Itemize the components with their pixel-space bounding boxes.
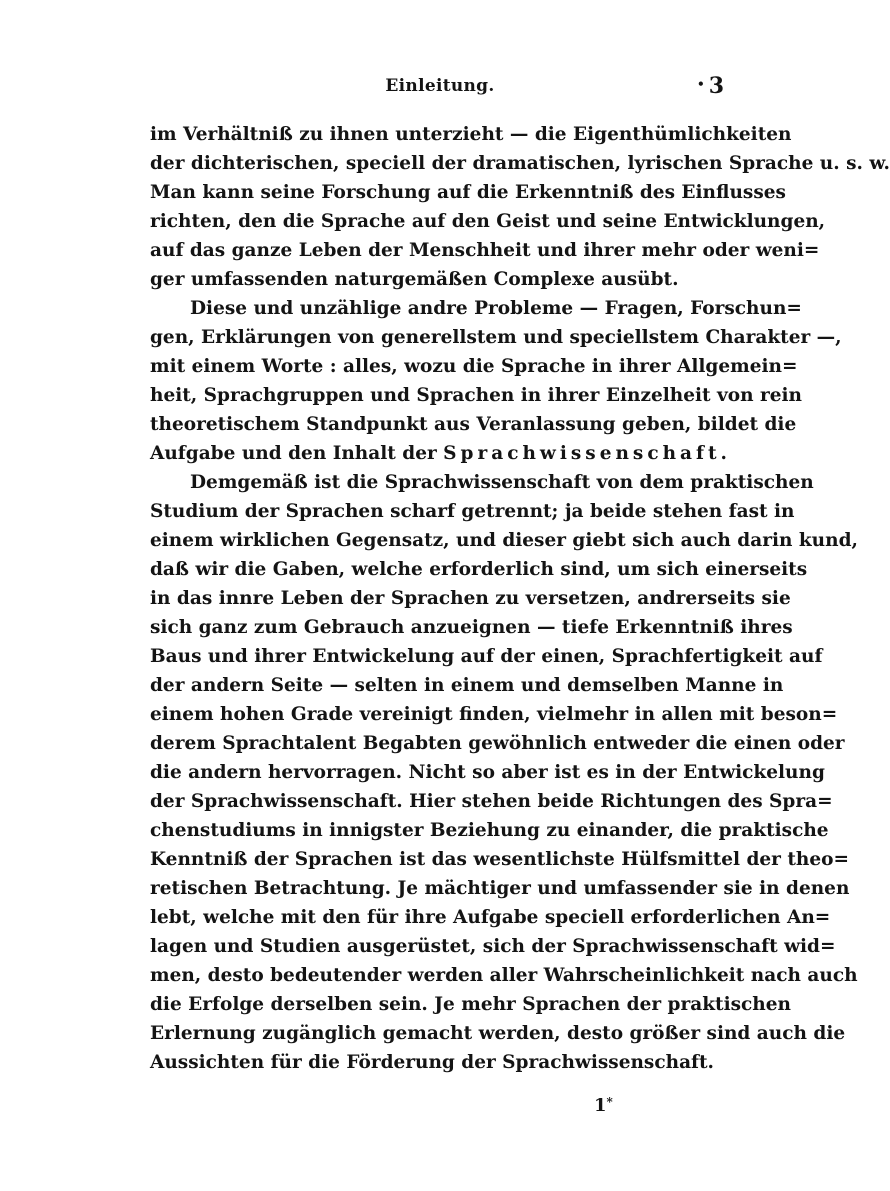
- text-line: Diese und unzählige andre Probleme — Fragen, Forschun=: [190, 298, 802, 319]
- page-mark: •: [697, 77, 705, 91]
- text-line: Erlernung zugänglich gemacht werden, desto größer sind auch die: [150, 1023, 846, 1044]
- page-number: [697, 73, 724, 99]
- text-line: der andern Seite — selten in einem und demselben Manne in: [150, 675, 784, 696]
- text-line: theoretischem Standpunkt aus Veranlassung geben, bildet die: [150, 414, 797, 435]
- text-line: lagen und Studien ausgerüstet, sich der Sprachwissenschaft wid=: [150, 936, 836, 957]
- text-line: mit einem Worte : alles, wozu die Sprache in ihrer Allgemein=: [150, 356, 798, 377]
- text-line: heit, Sprachgruppen und Sprachen in ihrer Einzelheit von rein: [150, 385, 802, 406]
- text-line: ger umfassenden naturgemäßen Complexe ausübt.: [150, 269, 679, 290]
- text-line: in das innre Leben der Sprachen zu versetzen, andrerseits sie: [150, 588, 791, 609]
- spaced-term: Sprachwissenschaft.: [443, 443, 731, 464]
- text-line: sich ganz zum Gebrauch anzueignen — tiefe Erkenntniß ihres: [150, 617, 793, 638]
- text-line: daß wir die Gaben, welche erforderlich sind, um sich einerseits: [150, 559, 808, 580]
- signature-number: 1: [594, 1095, 607, 1116]
- text-line: richten, den die Sprache auf den Geist und seine Entwicklungen,: [150, 211, 826, 232]
- text-line-start: Aufgabe und den Inhalt der: [150, 443, 437, 464]
- text-line: einem wirklichen Gegensatz, und dieser giebt sich auch darin kund,: [150, 530, 858, 551]
- text-line: Studium der Sprachen scharf getrennt; ja beide stehen fast in: [150, 501, 795, 522]
- text-line: Kenntniß der Sprachen ist das wesentlichste Hülfsmittel der theo=: [150, 849, 849, 870]
- page-number-value: 3: [708, 73, 724, 99]
- text-line: die andern hervorragen. Nicht so aber ist es in der Entwickelung: [150, 762, 825, 783]
- text-line: derem Sprachtalent Begabten gewöhnlich entweder die einen oder: [150, 733, 845, 754]
- text-line: Baus und ihrer Entwickelung auf der einen, Sprachfertigkeit auf: [150, 646, 823, 667]
- running-head: [150, 73, 730, 104]
- text-line: auf das ganze Leben der Menschheit und ihrer mehr oder weni=: [150, 240, 820, 261]
- text-line: im Verhältniß zu ihnen unterzieht — die Eigenthümlichkeiten: [150, 124, 792, 145]
- text-line: chenstudiums in innigster Beziehung zu einander, die praktische: [150, 820, 829, 841]
- text-line: einem hohen Grade vereinigt finden, vielmehr in allen mit beson=: [150, 704, 838, 725]
- text-line-with-term: [150, 439, 731, 468]
- text-line: der dichterischen, speciell der dramatischen, lyrischen Sprache u. s. w.: [150, 153, 890, 174]
- signature-star: *: [606, 1095, 613, 1109]
- text-line: gen, Erklärungen von generellstem und speciellstem Charakter —,: [150, 327, 842, 348]
- text-line: lebt, welche mit den für ihre Aufgabe speciell erforderlichen An=: [150, 907, 831, 928]
- text-line: Demgemäß ist die Sprachwissenschaft von dem praktischen: [190, 472, 814, 493]
- running-title: Einleitung.: [385, 76, 495, 96]
- body-text: [150, 120, 890, 1077]
- text-line: Man kann seine Forschung auf die Erkenntniß des Einflusses: [150, 182, 786, 203]
- text-line: men, desto bedeutender werden aller Wahrscheinlichkeit nach auch: [150, 965, 858, 986]
- text-line: der Sprachwissenschaft. Hier stehen beide Richtungen des Spra=: [150, 791, 833, 812]
- text-line: die Erfolge derselben sein. Je mehr Sprachen der praktischen: [150, 994, 791, 1015]
- text-line: Aussichten für die Förderung der Sprachwissenschaft.: [150, 1052, 714, 1073]
- text-line: retischen Betrachtung. Je mächtiger und umfassender sie in denen: [150, 878, 850, 899]
- signature-mark: [594, 1095, 613, 1116]
